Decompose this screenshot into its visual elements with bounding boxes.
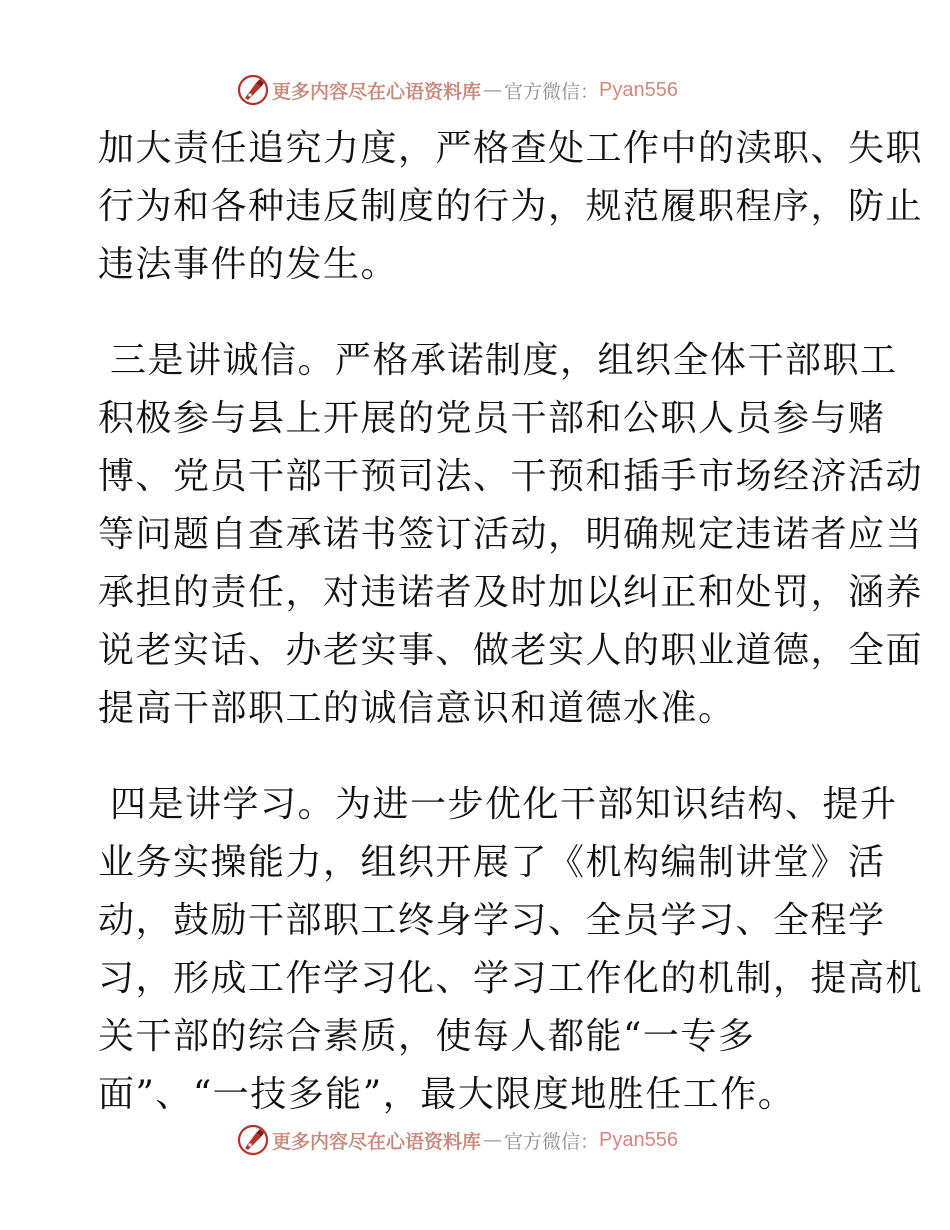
document-body [98, 120, 924, 1124]
text-line: 面”、“一技多能”，最大限度地胜任工作。 [98, 1074, 796, 1115]
text-line: 四是讲学习。为进一步优化干部知识结构、提升 [110, 784, 898, 825]
paragraph-accountability [98, 120, 924, 294]
text-line: 行为和各种违反制度的行为，规范履职程序，防止 [98, 186, 924, 227]
text-line: 博、党员干部干预司法、干预和插手市场经济活动 [98, 456, 924, 497]
header-wechat-id: Pyan556 [599, 78, 678, 101]
text-line: 三是讲诚信。严格承诺制度，组织全体干部职工 [110, 340, 898, 381]
text-line: 违法事件的发生。 [98, 244, 399, 285]
footer-wechat-label: 官方微信： [504, 1130, 600, 1153]
text-line: 提高干部职工的诚信意识和道德水准。 [98, 688, 736, 729]
footer-separator: — [483, 1129, 503, 1151]
header-site-name: 更多内容尽在心语资料库 [272, 80, 482, 103]
footer-wechat-id: Pyan556 [599, 1128, 678, 1151]
text-line: 等问题自查承诺书签订活动，明确规定违诺者应当 [98, 514, 924, 555]
header-wechat-label: 官方微信： [504, 80, 600, 103]
text-line: 说老实话、办老实事、做老实人的职业道德，全面 [98, 630, 924, 671]
paragraph-integrity [98, 332, 924, 738]
header-separator: — [483, 79, 503, 101]
footer-banner [236, 1122, 678, 1158]
text-line: 承担的责任，对违诺者及时加以纠正和处罚，涵养 [98, 572, 924, 613]
text-line: 积极参与县上开展的党员干部和公职人员参与赌 [98, 398, 886, 439]
text-line: 加大责任追究力度，严格查处工作中的渎职、失职 [98, 128, 924, 169]
text-line: 业务实操能力，组织开展了《机构编制讲堂》活 [98, 842, 886, 883]
pen-nib-logo-icon [236, 1123, 270, 1157]
text-line: 习，形成工作学习化、学习工作化的机制，提高机 [98, 958, 924, 999]
paragraph-learning [98, 776, 924, 1124]
text-line: 动，鼓励干部职工终身学习、全员学习、全程学 [98, 900, 886, 941]
text-line: 关干部的综合素质，使每人都能“一专多 [98, 1016, 756, 1057]
footer-site-name: 更多内容尽在心语资料库 [272, 1130, 482, 1153]
pen-nib-logo-icon [236, 73, 270, 107]
header-banner [236, 72, 678, 108]
